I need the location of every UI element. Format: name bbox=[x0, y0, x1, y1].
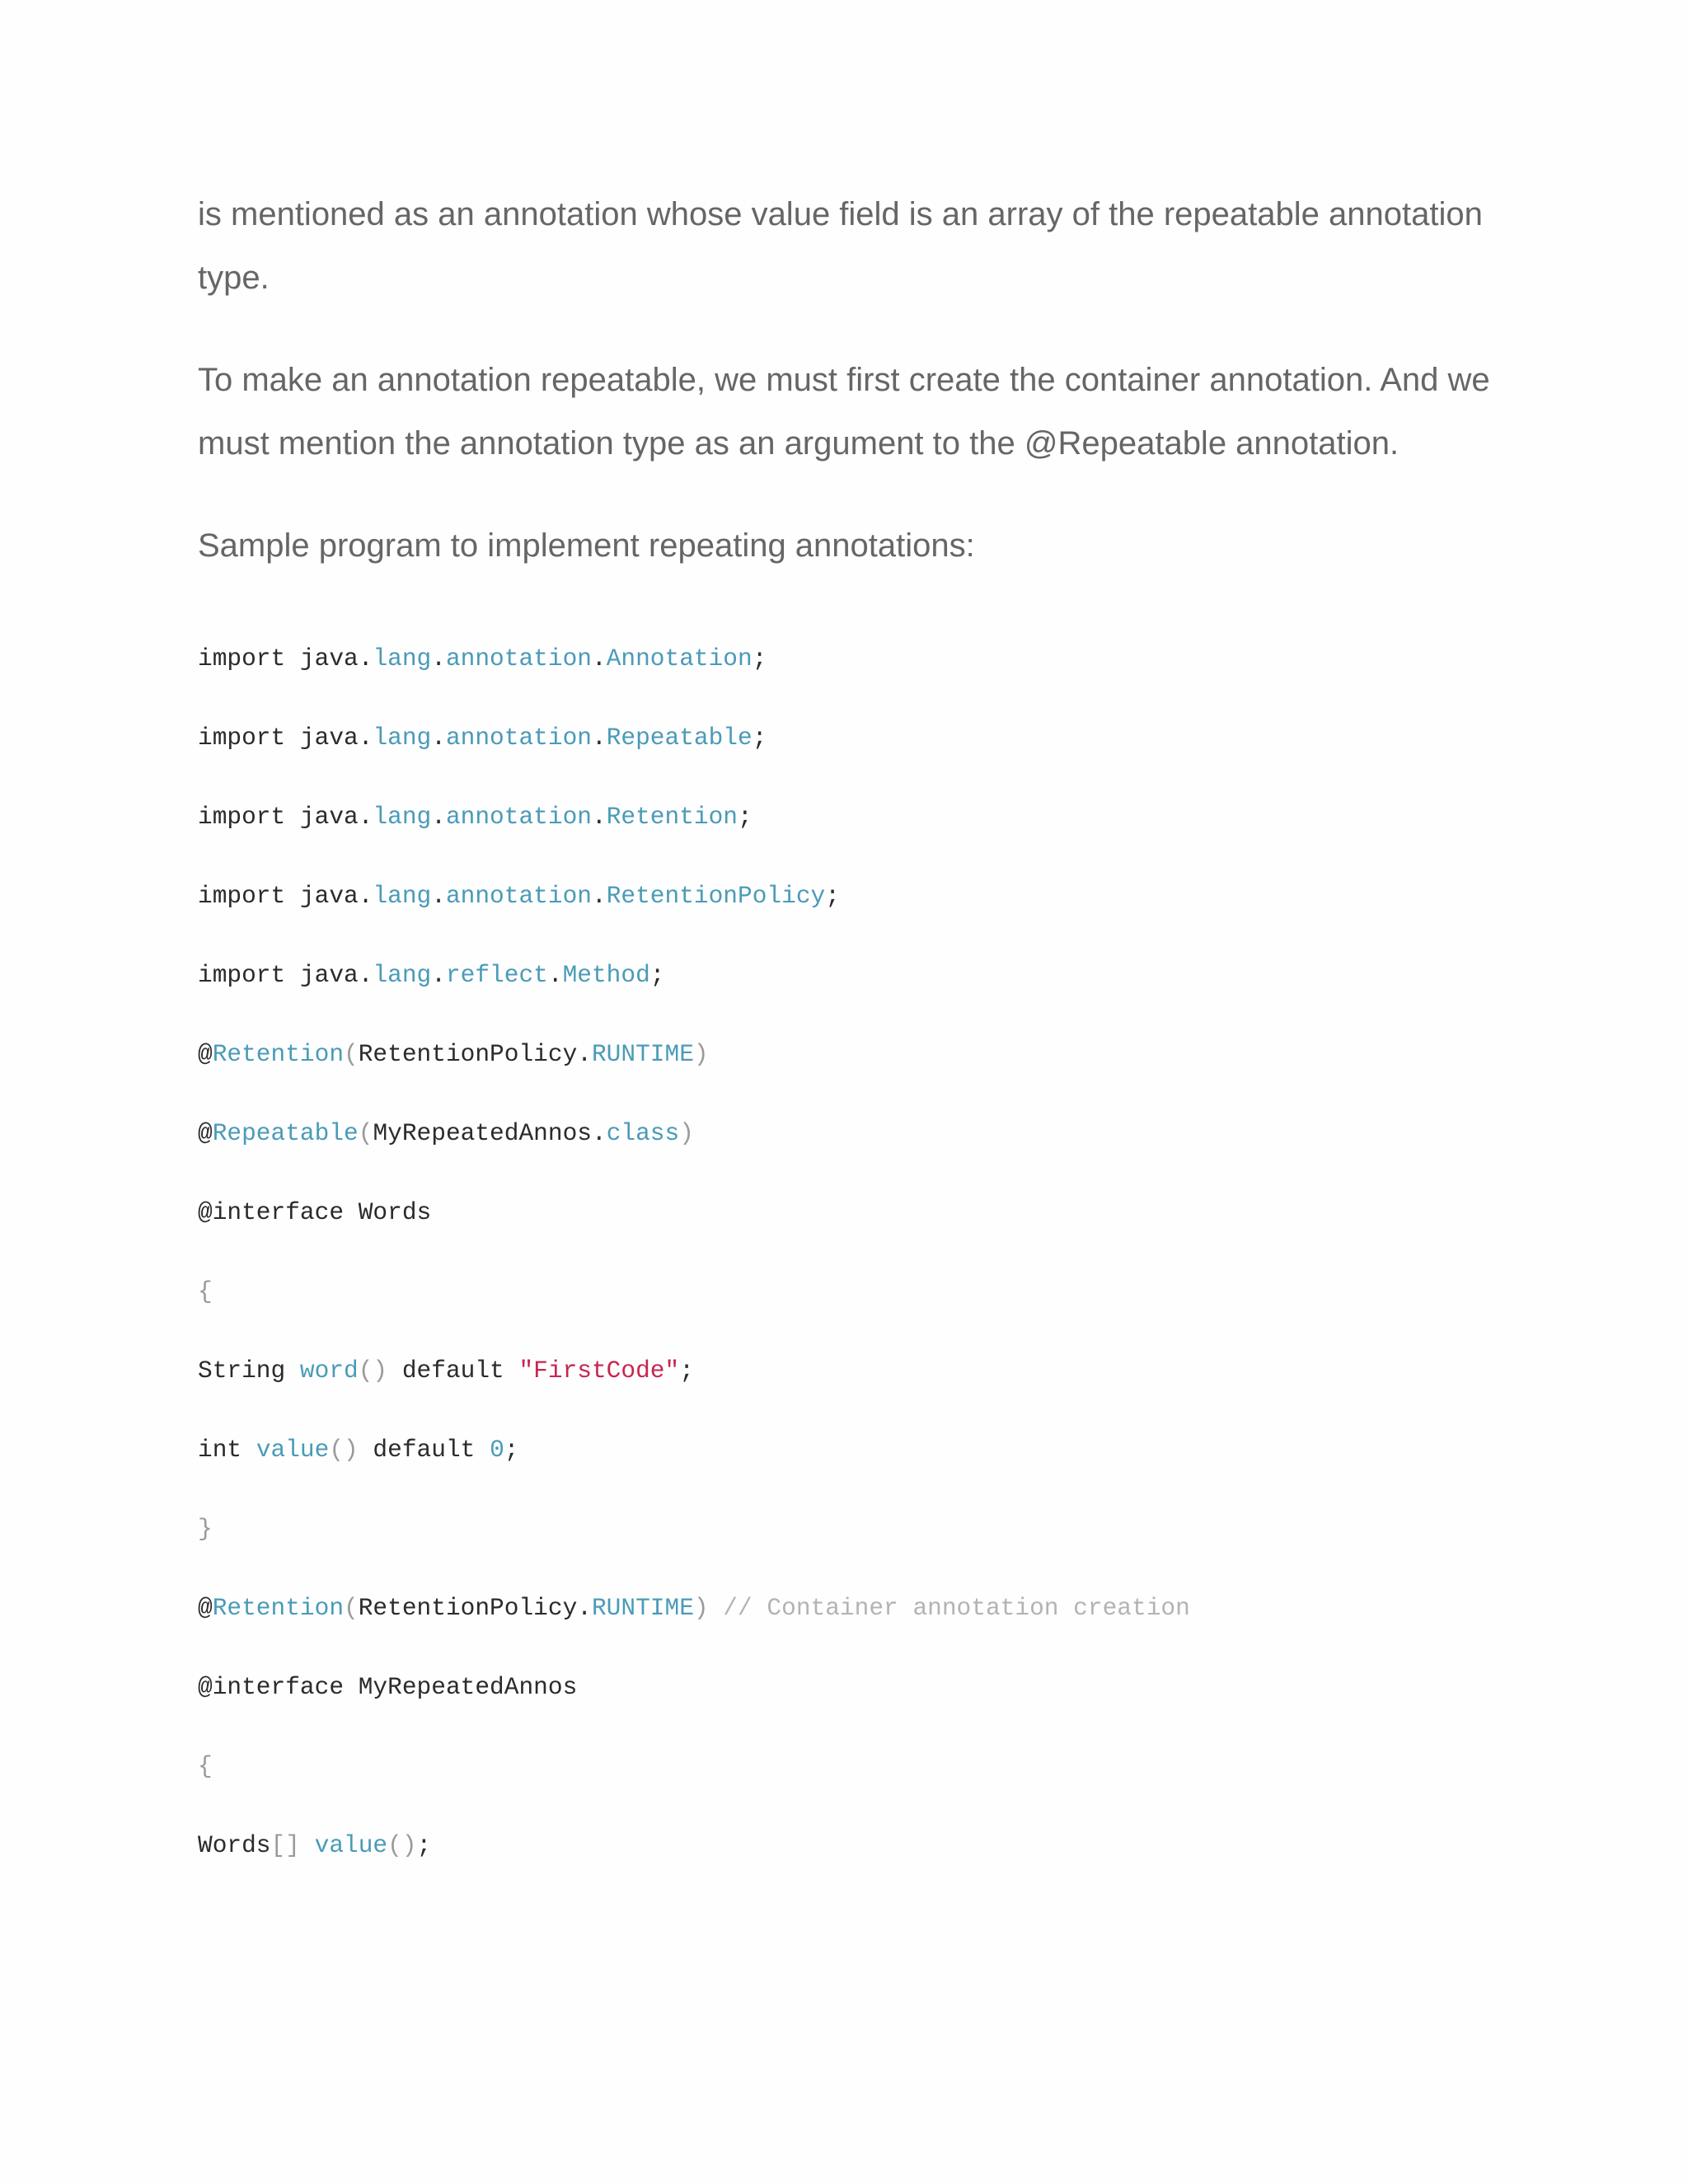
code-token-ident: value bbox=[314, 1831, 388, 1859]
code-token-plain: ; bbox=[752, 644, 767, 673]
code-token-plain: ; bbox=[679, 1357, 694, 1385]
code-token-plain: . bbox=[591, 882, 607, 910]
code-token-plain: import java. bbox=[198, 961, 373, 989]
code-token-punct: } bbox=[198, 1515, 213, 1543]
document-page bbox=[198, 183, 1558, 1885]
code-token-plain: int bbox=[198, 1436, 256, 1464]
code-token-plain: default bbox=[358, 1436, 490, 1464]
code-token-ident: lang bbox=[373, 644, 432, 673]
code-token-plain: . bbox=[431, 803, 446, 831]
code-token-ident: lang bbox=[373, 882, 432, 910]
code-token-plain: String bbox=[198, 1357, 300, 1385]
code-token-string: "FirstCode" bbox=[518, 1357, 680, 1385]
code-token-plain: RetentionPolicy. bbox=[358, 1594, 592, 1622]
code-line bbox=[198, 1647, 1558, 1727]
code-token-ident: Repeatable bbox=[212, 1119, 359, 1147]
code-token-plain: . bbox=[591, 803, 607, 831]
code-token-punct: () bbox=[387, 1831, 417, 1859]
code-token-plain: . bbox=[431, 882, 446, 910]
code-line bbox=[198, 1173, 1558, 1252]
code-token-plain: ; bbox=[752, 724, 767, 752]
code-token-ident: Method bbox=[562, 961, 650, 989]
code-block bbox=[198, 619, 1558, 1885]
code-token-plain: ; bbox=[738, 803, 753, 831]
code-token-plain: @ bbox=[198, 1040, 213, 1068]
code-token-ident: Retention bbox=[212, 1594, 345, 1622]
code-line bbox=[198, 1489, 1558, 1568]
code-token-ident: Retention bbox=[212, 1040, 345, 1068]
code-token-plain bbox=[300, 1831, 315, 1859]
code-token-ident: lang bbox=[373, 724, 432, 752]
code-token-plain: . bbox=[431, 724, 446, 752]
code-line bbox=[198, 856, 1558, 935]
code-token-plain: . bbox=[431, 961, 446, 989]
code-token-ident: annotation bbox=[445, 724, 592, 752]
code-line bbox=[198, 619, 1558, 698]
code-token-punct: ) bbox=[679, 1119, 694, 1147]
code-line bbox=[198, 1806, 1558, 1885]
code-token-plain: . bbox=[547, 961, 563, 989]
code-token-punct: () bbox=[358, 1357, 388, 1385]
code-token-punct: { bbox=[198, 1752, 213, 1780]
code-line bbox=[198, 1568, 1558, 1647]
code-token-punct: ) bbox=[693, 1040, 709, 1068]
code-token-ident: Annotation bbox=[606, 644, 753, 673]
paragraph-sample-heading: Sample program to implement repeating annotations: bbox=[198, 527, 975, 564]
code-token-ident: RetentionPolicy bbox=[606, 882, 826, 910]
code-token-plain: @interface Words bbox=[198, 1198, 432, 1226]
code-token-plain: . bbox=[591, 644, 607, 673]
code-token-punct: [] bbox=[270, 1831, 300, 1859]
code-token-ident: annotation bbox=[445, 803, 592, 831]
code-token-ident: RUNTIME bbox=[591, 1040, 694, 1068]
code-line bbox=[198, 698, 1558, 777]
code-line bbox=[198, 1015, 1558, 1094]
code-token-punct: () bbox=[329, 1436, 359, 1464]
code-line bbox=[198, 1410, 1558, 1489]
code-line bbox=[198, 1252, 1558, 1331]
code-token-plain: import java. bbox=[198, 803, 373, 831]
code-token-plain: @ bbox=[198, 1119, 213, 1147]
code-token-punct: ) bbox=[693, 1594, 709, 1622]
code-token-plain: import java. bbox=[198, 882, 373, 910]
code-line bbox=[198, 1094, 1558, 1173]
code-token-ident: reflect bbox=[445, 961, 548, 989]
code-token-ident: annotation bbox=[445, 882, 592, 910]
code-token-ident: class bbox=[606, 1119, 680, 1147]
code-token-plain: . bbox=[431, 644, 446, 673]
code-token-punct: ( bbox=[344, 1040, 359, 1068]
code-token-plain: import java. bbox=[198, 724, 373, 752]
code-token-punct: ( bbox=[358, 1119, 373, 1147]
code-token-punct: ( bbox=[344, 1594, 359, 1622]
code-token-ident: lang bbox=[373, 961, 432, 989]
code-token-ident: Retention bbox=[606, 803, 738, 831]
paragraph-container-annotation: To make an annotation repeatable, we must first create the container annotation. And we must mention the annotation type as an argument to the @Repeatable annotation. bbox=[198, 362, 1490, 462]
code-token-plain: @ bbox=[198, 1594, 213, 1622]
code-token-plain: @interface MyRepeatedAnnos bbox=[198, 1673, 578, 1701]
code-token-plain: import java. bbox=[198, 644, 373, 673]
code-token-punct: { bbox=[198, 1277, 213, 1305]
code-token-plain: RetentionPolicy. bbox=[358, 1040, 592, 1068]
code-token-plain: ; bbox=[416, 1831, 432, 1859]
code-token-plain: MyRepeatedAnnos. bbox=[373, 1119, 607, 1147]
code-token-comment: // Container annotation creation bbox=[708, 1594, 1190, 1622]
code-token-ident: lang bbox=[373, 803, 432, 831]
code-line bbox=[198, 935, 1558, 1015]
code-token-plain: Words bbox=[198, 1831, 271, 1859]
code-token-plain: default bbox=[387, 1357, 519, 1385]
code-line bbox=[198, 1727, 1558, 1806]
code-token-plain: ; bbox=[504, 1436, 519, 1464]
code-token-ident: word bbox=[299, 1357, 359, 1385]
code-token-ident: 0 bbox=[490, 1436, 504, 1464]
code-token-ident: value bbox=[256, 1436, 330, 1464]
paragraph-intro: is mentioned as an annotation whose value field is an array of the repeatable annotation type. bbox=[198, 196, 1483, 296]
code-token-plain: ; bbox=[649, 961, 665, 989]
code-line bbox=[198, 777, 1558, 856]
code-token-plain: ; bbox=[825, 882, 840, 910]
code-token-ident: annotation bbox=[445, 644, 592, 673]
code-line bbox=[198, 1331, 1558, 1410]
code-token-ident: RUNTIME bbox=[591, 1594, 694, 1622]
code-token-ident: Repeatable bbox=[606, 724, 753, 752]
code-token-plain: . bbox=[591, 724, 607, 752]
